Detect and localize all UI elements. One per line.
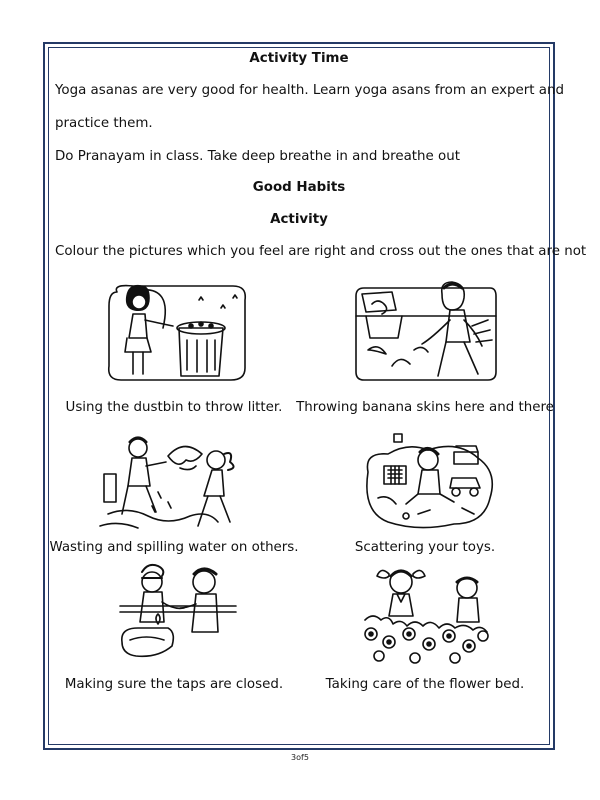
activity-subheading: Activity xyxy=(270,212,328,227)
activity-time-line-1: Yoga asanas are very good for health. Learn yoga asans from an expert and xyxy=(55,83,564,98)
activity-time-line-3: Do Pranayam in class. Take deep breathe in and breathe out xyxy=(55,149,460,164)
boy-throwing-banana-skins-icon xyxy=(352,280,500,385)
children-spilling-water-icon xyxy=(98,432,246,532)
good-habits-heading: Good Habits xyxy=(252,180,346,195)
children-closing-tap-icon xyxy=(118,562,238,662)
instruction-text: Colour the pictures which you feel are right and cross out the ones that are not xyxy=(55,244,587,259)
activity-time-heading: Activity Time xyxy=(249,51,349,66)
picture-5-caption: Making sure the taps are closed. xyxy=(64,677,284,692)
activity-time-line-2: practice them. xyxy=(55,116,153,131)
children-flower-bed-icon xyxy=(355,562,495,667)
scattered-toys-icon xyxy=(358,432,498,532)
picture-2-caption: Throwing banana skins here and there xyxy=(296,400,554,415)
page-number: 3of5 xyxy=(291,753,309,762)
girl-using-dustbin-icon xyxy=(103,280,251,385)
picture-1-caption: Using the dustbin to throw litter. xyxy=(65,400,283,415)
picture-6-caption: Taking care of the flower bed. xyxy=(325,677,525,692)
picture-3-caption: Wasting and spilling water on others. xyxy=(49,540,299,555)
picture-4-caption: Scattering your toys. xyxy=(354,540,496,555)
